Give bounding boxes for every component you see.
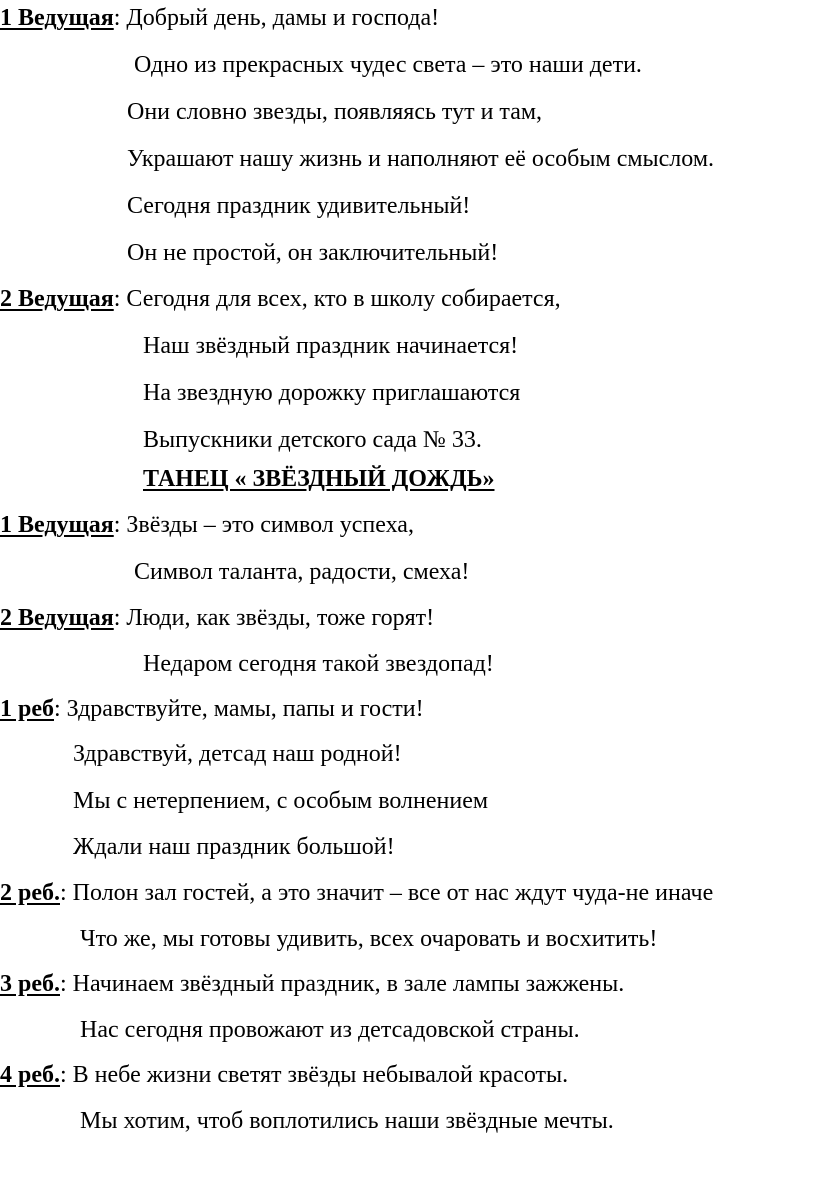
verse-line: [73, 786, 488, 816]
speaker-colon: :: [60, 971, 67, 997]
speaker-line: [0, 878, 713, 908]
line-text: Они словно звезды, появляясь тут и там,: [127, 99, 543, 125]
speaker-colon: :: [60, 1062, 67, 1088]
line-text: Наш звёздный праздник начинается!: [143, 333, 519, 359]
line-text: Мы с нетерпением, с особым волнением: [73, 788, 489, 814]
speaker-line: [0, 284, 561, 314]
verse-line: [127, 97, 542, 127]
verse-line: [143, 649, 494, 679]
speaker-label: 2 Ведущая: [0, 605, 114, 631]
speaker-colon: :: [113, 512, 121, 538]
speaker-line: [0, 3, 439, 33]
speaker-label: 1 Ведущая: [0, 512, 114, 538]
heading-text: ТАНЕЦ « ЗВЁЗДНЫЙ ДОЖДЬ»: [143, 466, 495, 492]
line-text: Украшают нашу жизнь и наполняют её особым смыслом.: [127, 146, 715, 172]
verse-line: [143, 378, 520, 408]
line-text: Добрый день, дамы и господа!: [120, 5, 440, 31]
speaker-colon: :: [113, 286, 121, 312]
verse-line: [73, 739, 402, 769]
line-text: Одно из прекрасных чудес света – это наши дети.: [134, 52, 642, 78]
verse-line: [127, 238, 498, 268]
line-text: Он не простой, он заключительный!: [127, 240, 499, 266]
verse-line: [127, 191, 470, 221]
line-text: Звёзды – это символ успеха,: [120, 512, 414, 538]
verse-line: [80, 924, 657, 954]
line-text: Что же, мы готовы удивить, всех очаровать и восхитить!: [80, 926, 658, 952]
verse-line: [73, 832, 395, 862]
line-text: Здравствуйте, мамы, папы и гости!: [60, 696, 424, 722]
verse-line: [143, 425, 482, 455]
line-text: Начинаем звёздный праздник, в зале лампы зажжены.: [66, 971, 625, 997]
verse-line: [80, 1015, 580, 1045]
speaker-colon: :: [113, 5, 121, 31]
line-text: Выпускники детского сада № 33.: [143, 427, 482, 453]
line-text: Полон зал гостей, а это значит – все от нас ждут чуда-не иначе: [66, 880, 714, 906]
line-text: Недаром сегодня такой звездопад!: [143, 651, 494, 677]
line-text: Нас сегодня провожают из детсадовской страны.: [80, 1017, 580, 1043]
speaker-colon: :: [60, 880, 67, 906]
speaker-colon: :: [54, 696, 61, 722]
speaker-line: [0, 510, 414, 540]
speaker-label: 1 Ведущая: [0, 5, 114, 31]
speaker-line: [0, 694, 424, 724]
verse-line: [134, 50, 642, 80]
verse-line: [143, 331, 518, 361]
line-text: Мы хотим, чтоб воплотились наши звёздные мечты.: [80, 1108, 614, 1134]
speaker-line: [0, 1060, 568, 1090]
speaker-label: 3 реб.: [0, 971, 60, 997]
verse-line: [127, 144, 714, 174]
section-heading: [143, 464, 494, 494]
speaker-line: [0, 603, 434, 633]
verse-line: [134, 557, 469, 587]
line-text: В небе жизни светят звёзды небывалой красоты.: [66, 1062, 569, 1088]
speaker-label: 2 Ведущая: [0, 286, 114, 312]
line-text: На звездную дорожку приглашаются: [143, 380, 521, 406]
speaker-label: 1 реб: [0, 696, 54, 722]
line-text: Символ таланта, радости, смеха!: [134, 559, 470, 585]
line-text: Ждали наш праздник большой!: [73, 834, 395, 860]
line-text: Здравствуй, детсад наш родной!: [73, 741, 402, 767]
speaker-label: 2 реб.: [0, 880, 60, 906]
speaker-label: 4 реб.: [0, 1062, 60, 1088]
speaker-colon: :: [113, 605, 121, 631]
verse-line: [80, 1106, 614, 1136]
line-text: Люди, как звёзды, тоже горят!: [120, 605, 435, 631]
line-text: Сегодня для всех, кто в школу собирается,: [120, 286, 561, 312]
speaker-line: [0, 969, 624, 999]
line-text: Сегодня праздник удивительный!: [127, 193, 471, 219]
